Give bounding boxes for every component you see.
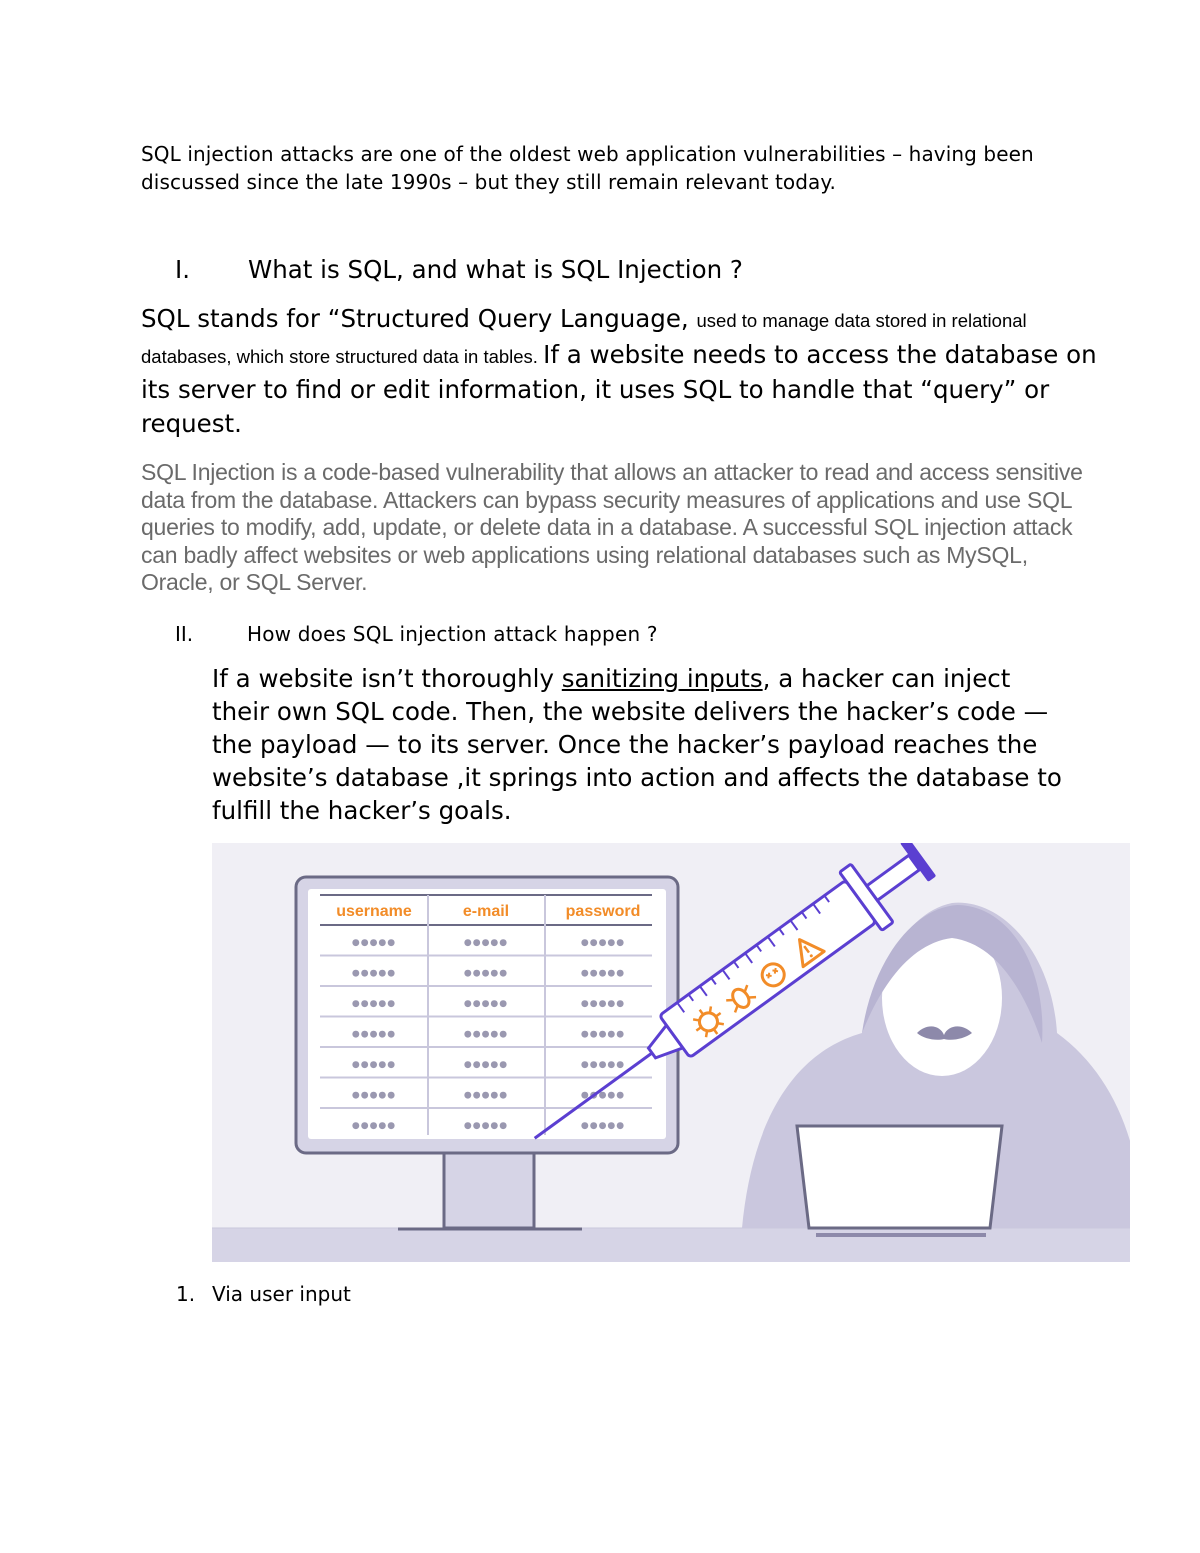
masked-cell: ●●●●●	[580, 999, 626, 1009]
masked-cell: ●●●●●	[351, 1060, 397, 1070]
masked-cell: ●●●●●	[463, 1090, 509, 1101]
masked-cell: ●●●●●	[463, 1121, 509, 1131]
attack-explanation-paragraph	[212, 662, 1072, 827]
section-1-number: I.	[175, 255, 191, 284]
sanitizing-inputs-link[interactable]: sanitizing inputs	[561, 664, 763, 693]
attack-text-after: , a hacker can inject their own SQL code. Then, the website delivers the hacker’s code — the payload — to its server. Once the hacker’s payload reaches the website’s database ,it springs into action and affects the database to fulfill the hacker’s goals.	[212, 664, 1062, 825]
floor	[212, 1228, 1130, 1262]
attack-text-before: If a website isn’t thoroughly	[212, 664, 562, 693]
masked-cell: ●●●●●	[580, 1029, 626, 1040]
sql-injection-illustration	[212, 843, 1130, 1262]
sql-definition-lead: SQL stands for “Structured Query Language,	[141, 304, 697, 333]
column-header-username: username	[336, 903, 412, 920]
column-header-email: e-mail	[462, 903, 510, 920]
masked-cell: ●●●●●	[580, 1121, 626, 1131]
masked-cell: ●●●●●	[580, 938, 626, 948]
masked-cell: ●●●●●	[463, 999, 509, 1009]
section-2-number: II.	[175, 622, 194, 646]
masked-cell: ●●●●●	[463, 1060, 509, 1070]
intro-paragraph: SQL injection attacks are one of the oldest web application vulnerabilities – having been discussed since the late 1990s – but they still remain relevant today.	[141, 142, 1034, 194]
sql-definition-rest: If a website needs to access the database on its server to find or edit information, it uses SQL to handle that “query” or request.	[141, 339, 1097, 438]
masked-cell: ●●●●●	[351, 1029, 397, 1040]
column-header-password: password	[565, 903, 641, 920]
sql-definition-paragraph	[141, 302, 1101, 440]
section-2-title: How does SQL injection attack happen ?	[247, 622, 658, 646]
masked-cell: ●●●●●	[463, 968, 509, 979]
masked-cell: ●●●●●	[463, 938, 509, 948]
section-1-title: What is SQL, and what is SQL Injection ?	[248, 255, 743, 284]
list-item-number: 1.	[176, 1282, 196, 1306]
masked-cell: ●●●●●	[351, 968, 397, 979]
sql-definition-small: used to manage data stored in relational databases, which store structured data in tables.	[141, 310, 1027, 367]
list-item-text: Via user input	[212, 1282, 351, 1306]
masked-cell: ●●●●●	[580, 1060, 626, 1070]
masked-cell: ●●●●●	[351, 938, 397, 948]
masked-cell: ●●●●●	[580, 1090, 626, 1101]
masked-cell: ●●●●●	[351, 999, 397, 1009]
masked-cell: ●●●●●	[580, 968, 626, 979]
masked-cell: ●●●●●	[463, 1029, 509, 1040]
masked-cell: ●●●●●	[351, 1090, 397, 1101]
masked-cell: ●●●●●	[351, 1121, 397, 1131]
sql-injection-paragraph: SQL Injection is a code-based vulnerability that allows an attacker to read and access sensitive data from the database. Attackers can bypass security measures of applications and use SQL queries to modify, add, update, or delete data in a database. A successful SQL injection attack can badly affect websites or web applications using relational databases such as MySQL, Oracle, or SQL Server.	[141, 459, 1083, 595]
laptop	[797, 1126, 1002, 1237]
